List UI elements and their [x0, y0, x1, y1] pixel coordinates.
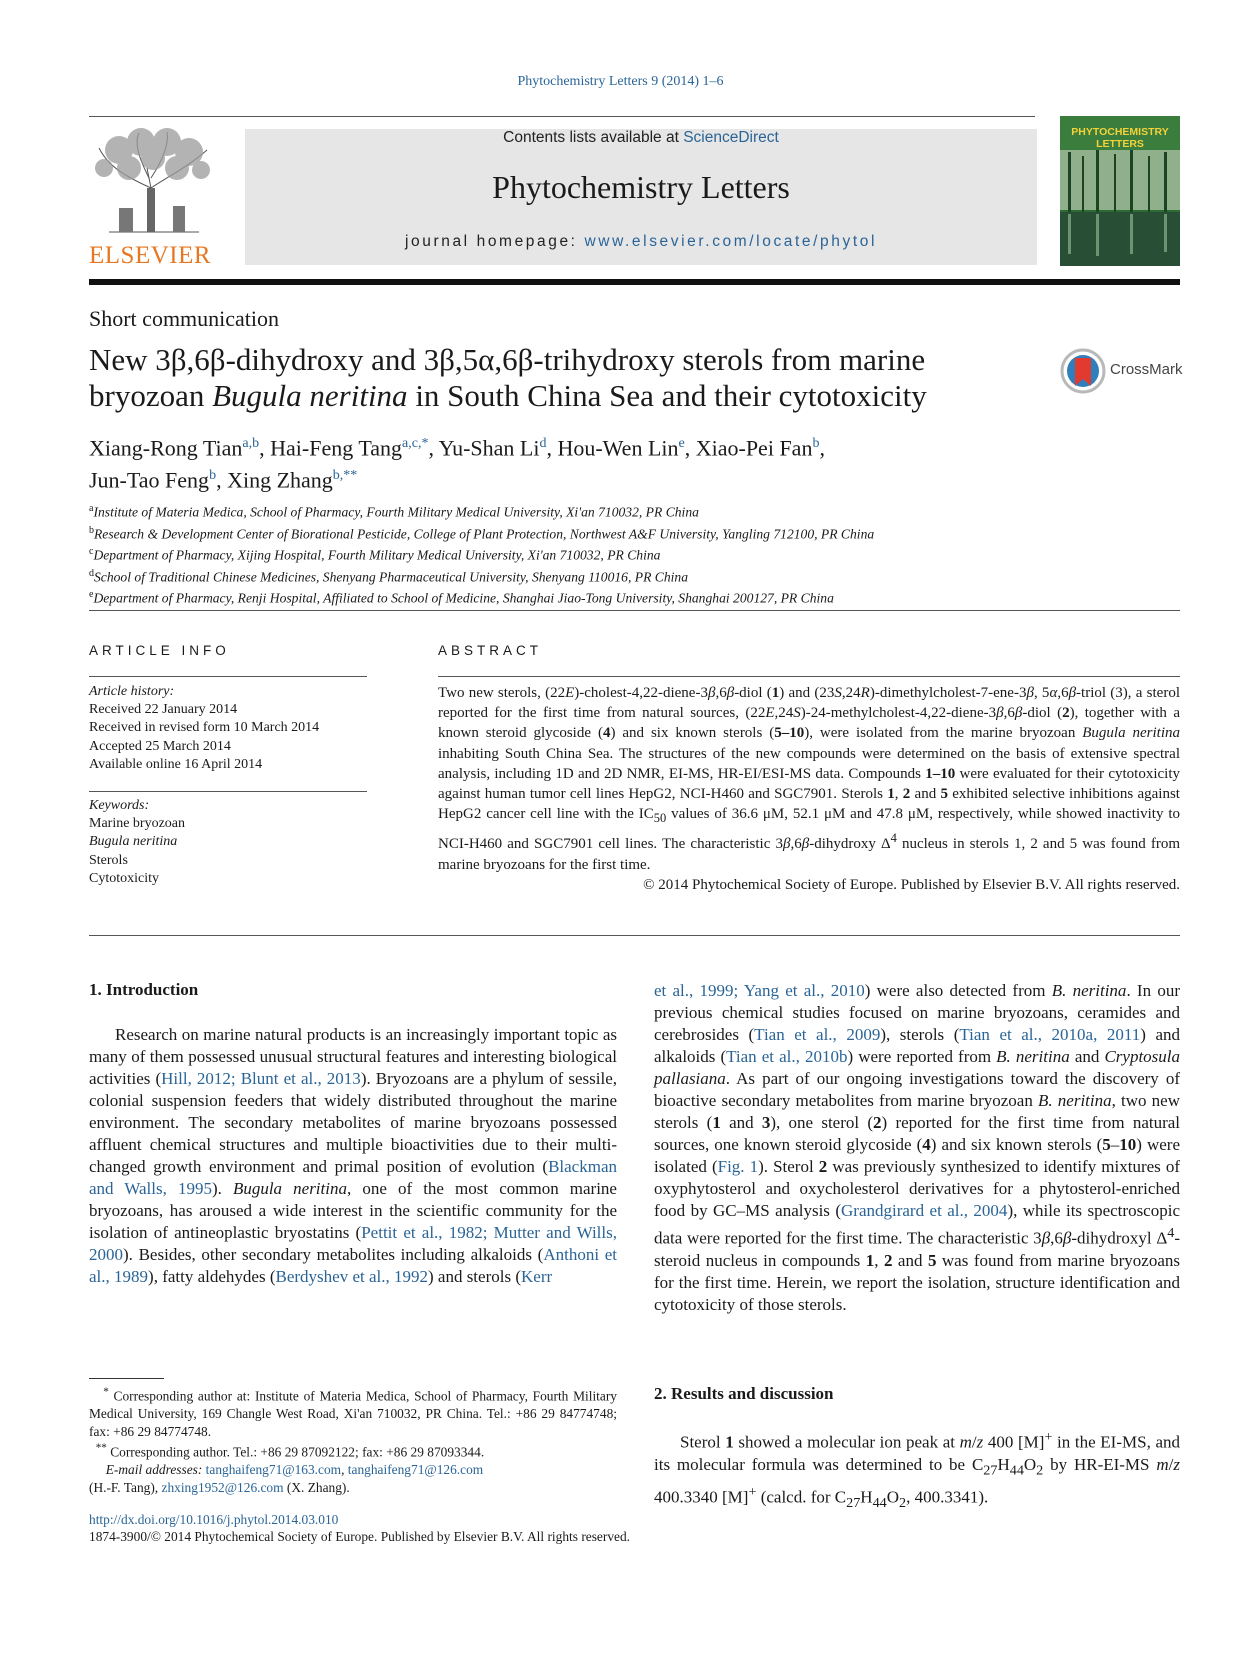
- journal-homepage: [245, 233, 1037, 251]
- affiliation-key: b: [89, 524, 94, 536]
- affiliation-text: Institute of Materia Medica, School of Pharmacy, Fourth Military Medical University, Xi'an 710032, PR China: [93, 504, 699, 520]
- affiliation-item: [89, 586, 1189, 608]
- author-affiliation-mark[interactable]: a,b: [242, 436, 260, 451]
- author-list: Xiang-Rong Tian$^{a,b}$, Hai-Feng Tang$^{a,c,*}$, Yu-Shan Li$^d$, Hou-Wen Lin$^e$, Xiao-Pei Fan$^b$, Jun-Tao Feng$^b$, Xing Zhang$^{b,**}$: [89, 435, 825, 493]
- author-name[interactable]: Hai-Feng Tang: [270, 435, 403, 461]
- affiliation-text: Research & Development Center of Biorational Pesticide, College of Plant Protection, Northwest A&F University, Yangling 712100, PR China: [94, 526, 875, 542]
- header-rule: [89, 116, 1035, 117]
- author-affiliation-mark[interactable]: a,c,*: [402, 436, 429, 451]
- affiliation-text: Department of Pharmacy, Renji Hospital, Affiliated to School of Medicine, Shanghai Jiao-Tong University, Shanghai 200127, PR China: [93, 590, 834, 606]
- introduction-right-column: [654, 980, 1180, 1316]
- cover-title: PHYTOCHEMISTRY LETTERS: [1071, 126, 1169, 150]
- doi-link[interactable]: http://dx.doi.org/10.1016/j.phytol.2014.03.010: [89, 1512, 339, 1527]
- body-paragraph: et al., 1999; Yang et al., 2010) were also detected from B. neritina. In our previous chemical studies focused on marine bryozoans, ceramides and cerebrosides (Tian et al., 2009), sterols (Tian et al., 2010a, 2011) and alkaloids (Tian et al., 2010b) were reported from B. neritina and Cryptosula pallasiana. As part of our ongoing investigations toward the discovery of bioactive secondary metabolites from marine bryozoan B. neritina, two new sterols (1 and 3), one sterol (2) reported for the first time from natural sources, one known steroid glycoside (4) and six known sterols (5–10) were isolated (Fig. 1). Sterol 2 was previously synthesized to identify mixtures of oxyphytosterol and oxycholesterol derivatives for a phytosterol-enriched food by GC–MS analysis (Grandgirard et al., 2004), while its spectroscopic data were reported for the first time. The characteristic 3β,6β-dihydroxyl $\Delta^4$-steroid nucleus in compounds 1, 2 and 5 was found from marine bryozoans for the first time. Herein, we report the isolation, structure identification and cytotoxicity of those sterols.: [654, 981, 1181, 1314]
- author-name[interactable]: Hou-Wen Lin: [557, 435, 679, 461]
- affiliation-key: e: [89, 589, 94, 601]
- affiliation-key: c: [89, 546, 94, 558]
- figure-link[interactable]: Fig. 1: [717, 1157, 759, 1176]
- keyword: Marine bryozoan: [89, 816, 186, 832]
- citation-link[interactable]: Tian et al., 2010b: [726, 1047, 848, 1066]
- footnote-emails: E-mail addresses: tanghaifeng71@163.com, tanghaifeng71@126.com (H.-F. Tang), zhxing1952@126.com (X. Zhang).: [89, 1462, 484, 1495]
- abstract-text: Two new sterols, (22E)-cholest-4,22-diene-3β,6β-diol (1) and (23S,24R)-dimethylcholest-7-ene-3β, 5α,6β-triol (3), a sterol reported for the first time from natural sources, (22E,24S)-24-methylcholest-4,22-diene-3β,6β-diol (2), together with a known steroid glycoside (4) and six known sterols (5–10), were isolated from the marine bryozoan Bugula neritina inhabiting South China Sea. The structures of the new compounds were determined on the basis of extensive spectral analysis, including 1D and 2D NMR, EI-MS, HR-EI/ESI-MS data. Compounds 1–10 were evaluated for their cytotoxicity against human tumor cell lines HepG2, NCI-H460 and SGC7901. Sterols 1, 2 and 5 exhibited selective inhibitions against HepG2 cancer cell line with the $IC_{50}$ values of 36.6 μM, 52.1 μM and 47.8 μM, respectively, while showed inactivity to NCI-H460 and SGC7901 cell lines. The characteristic 3β,6β-dihydroxy $\Delta^4$ nucleus in sterols 1, 2 and 5 was found from marine bryozoans for the first time.: [438, 685, 1181, 873]
- email-link[interactable]: tanghaifeng71@163.com: [205, 1462, 342, 1478]
- author-affiliation-mark[interactable]: b,**: [332, 468, 358, 484]
- journal-name: Phytochemistry Letters: [492, 169, 790, 205]
- title-species: Bugula neritina: [212, 378, 408, 413]
- elsevier-logo[interactable]: [89, 128, 217, 269]
- email-link[interactable]: tanghaifeng71@126.com: [347, 1462, 484, 1478]
- affiliation-item: [89, 522, 1189, 544]
- footnote-rule: [89, 1378, 164, 1379]
- author-affiliation-mark[interactable]: e: [678, 436, 685, 451]
- keyword: Cytotoxicity: [89, 870, 159, 886]
- body-paragraph: Research on marine natural products is an increasingly important topic as many of them possessed unusual structural features and interesting biological activities (Hill, 2012; Blunt et al., 2013). Bryozoans are a phylum of sessile, colonial suspension feeders that widely distributed throughout the marine environment. The secondary metabolites of marine bryozoans possessed affluent chemical structures and multiple bioactivities due to their multi-changed growth environment and primal position of evolution (Blackman and Walls, 1995). Bugula neritina, one of the most common marine bryozoans, has aroused a wide interest in the scientific community for the isolation of antineoplastic bryostatins (Pettit et al., 1982; Mutter and Wills, 2000). Besides, other secondary metabolites including alkaloids (Anthoni et al., 1989), fatty aldehydes (Berdyshev et al., 1992) and sterols (Kerr: [89, 1025, 617, 1286]
- footnote-text: Corresponding author at: Institute of Materia Medica, School of Pharmacy, Fourth Military Medical University, 169 Changle West Road, Xi'an 710032, PR China. Tel.: +86 29 84774748; fax: +86 29 84774748.: [89, 1388, 617, 1439]
- document-type: Short communication: [89, 306, 280, 331]
- footnotes: [89, 1384, 617, 1497]
- footnote-text: Corresponding author. Tel.: +86 29 87092122; fax: +86 29 87093344.: [110, 1444, 485, 1460]
- author-affiliation-mark[interactable]: b: [812, 436, 820, 451]
- citation-link[interactable]: Berdyshev et al., 1992: [275, 1267, 428, 1286]
- keywords-rule: [89, 791, 367, 792]
- citation-link[interactable]: Kerr: [521, 1267, 553, 1286]
- body-paragraph: Sterol 1 showed a molecular ion peak at m/z 400 [M]+ in the EI-MS, and its molecular formula was determined to be $C_{27}H_{44}O_2$ by HR-EI-MS m/z 400.3340 [M]+ (calcd. for $C_{27}H_{44}O_2$, 400.3341).: [654, 1429, 1180, 1512]
- results-heading: 2. Results and discussion: [654, 1384, 834, 1403]
- citation-link[interactable]: Pettit et al., 1982; Mutter and Wills, 2000: [89, 1223, 617, 1264]
- title-line-2a: bryozoan: [89, 378, 213, 413]
- sciencedirect-link[interactable]: ScienceDirect: [683, 129, 779, 146]
- citation-link[interactable]: Tian et al., 2010a, 2011: [959, 1025, 1141, 1044]
- contents-prefix: Contents lists available at: [503, 129, 684, 146]
- article-info-heading: ARTICLE INFO: [89, 643, 230, 658]
- section-rule: [89, 610, 1180, 611]
- article-title: [89, 342, 1049, 414]
- author-name[interactable]: Xiang-Rong Tian: [89, 435, 243, 461]
- crossmark-badge[interactable]: [1060, 348, 1190, 393]
- author-name[interactable]: Yu-Shan Li: [438, 435, 540, 461]
- article-history: [89, 683, 379, 774]
- online-date: Available online 16 April 2014: [89, 756, 263, 772]
- email-label: E-mail addresses:: [105, 1462, 206, 1478]
- affiliation-key: a: [89, 503, 94, 514]
- title-line-1: New 3β,6β-dihydroxy and 3β,5α,6β-trihydroxy sterols from marine: [89, 342, 926, 377]
- footnote-corresponding-1: * Corresponding author at: Institute of Materia Medica, School of Pharmacy, Fourth Military Medical University, 169 Changle West Road, Xi'an 710032, PR China. Tel.: +86 29 84774748; fax: +86 29 84774748.: [89, 1386, 617, 1439]
- keywords: [89, 797, 379, 888]
- affiliation-key: d: [89, 567, 94, 579]
- received-date: Received 22 January 2014: [89, 702, 238, 718]
- citation-link[interactable]: Grandgirard et al., 2004: [841, 1201, 1008, 1220]
- citation-link[interactable]: Anthoni et al., 1989: [89, 1245, 617, 1286]
- author-name[interactable]: Jun-Tao Feng: [89, 467, 210, 493]
- abstract-heading: ABSTRACT: [438, 643, 543, 658]
- email-owner: (H.-F. Tang),: [89, 1479, 162, 1495]
- citation-link[interactable]: Hill, 2012; Blunt et al., 2013: [161, 1069, 361, 1088]
- citation-link[interactable]: et al., 1999; Yang et al., 2010: [654, 981, 865, 1000]
- journal-banner: [245, 129, 1037, 265]
- article-info-rule: [89, 676, 367, 677]
- affiliations: [89, 500, 1189, 608]
- citation-link[interactable]: Tian et al., 2009: [754, 1025, 881, 1044]
- homepage-prefix: journal homepage:: [404, 233, 585, 250]
- author-affiliation-mark[interactable]: d: [539, 436, 547, 451]
- abstract-body: [438, 683, 1180, 895]
- affiliation-text: Department of Pharmacy, Xijing Hospital, Fourth Military Medical University, Xi'an 710032, PR China: [93, 547, 661, 563]
- elsevier-wordmark: ELSEVIER: [89, 242, 212, 269]
- affiliation-item: [89, 565, 1189, 587]
- keyword: Sterols: [89, 852, 128, 868]
- accepted-date: Accepted 25 March 2014: [89, 738, 231, 754]
- citation-link[interactable]: Blackman and Walls, 1995: [89, 1157, 617, 1198]
- results-column: [654, 1426, 1180, 1514]
- journal-reference[interactable]: Phytochemistry Letters 9 (2014) 1–6: [517, 74, 724, 89]
- title-line-2b: in South China Sea and their cytotoxicity: [407, 378, 927, 413]
- abstract-rule: [438, 676, 1180, 677]
- author-name[interactable]: Xiao-Pei Fan: [695, 435, 813, 461]
- abstract-copyright: © 2014 Phytochemical Society of Europe. Published by Elsevier B.V. All rights reserved.: [643, 876, 1180, 893]
- header-thick-rule: [89, 279, 1180, 285]
- introduction-heading: 1. Introduction: [89, 980, 199, 999]
- history-label: Article history:: [89, 684, 175, 699]
- affiliation-item: [89, 543, 1189, 565]
- author-affiliation-mark[interactable]: b: [209, 468, 217, 484]
- homepage-link[interactable]: www.elsevier.com/locate/phytol: [584, 233, 878, 250]
- introduction-left-column: [89, 1024, 617, 1288]
- revised-date: Received in revised form 10 March 2014: [89, 720, 320, 736]
- affiliation-item: [89, 500, 1189, 522]
- keywords-label: Keywords:: [89, 798, 150, 813]
- author-name[interactable]: Xing Zhang: [227, 467, 333, 493]
- email-link[interactable]: zhxing1952@126.com: [161, 1479, 284, 1495]
- crossmark-label: CrossMark: [1110, 361, 1183, 378]
- journal-cover[interactable]: [1060, 116, 1180, 266]
- issn-copyright: 1874-3900/© 2014 Phytochemical Society of Europe. Published by Elsevier B.V. All rights reserved.: [89, 1529, 631, 1544]
- affiliation-text: School of Traditional Chinese Medicines, Shenyang Pharmaceutical University, Shenyang 110016, PR China: [94, 569, 689, 585]
- footnote-corresponding-2: ** Corresponding author. Tel.: +86 29 87092122; fax: +86 29 87093344.: [95, 1442, 485, 1460]
- elsevier-tree-icon: [89, 128, 217, 238]
- keyword: Bugula neritina: [89, 834, 178, 850]
- crossmark-icon: [1060, 348, 1106, 394]
- email-owner: (X. Zhang).: [283, 1479, 350, 1495]
- contents-line: [245, 129, 1037, 147]
- section-rule: [89, 935, 1180, 936]
